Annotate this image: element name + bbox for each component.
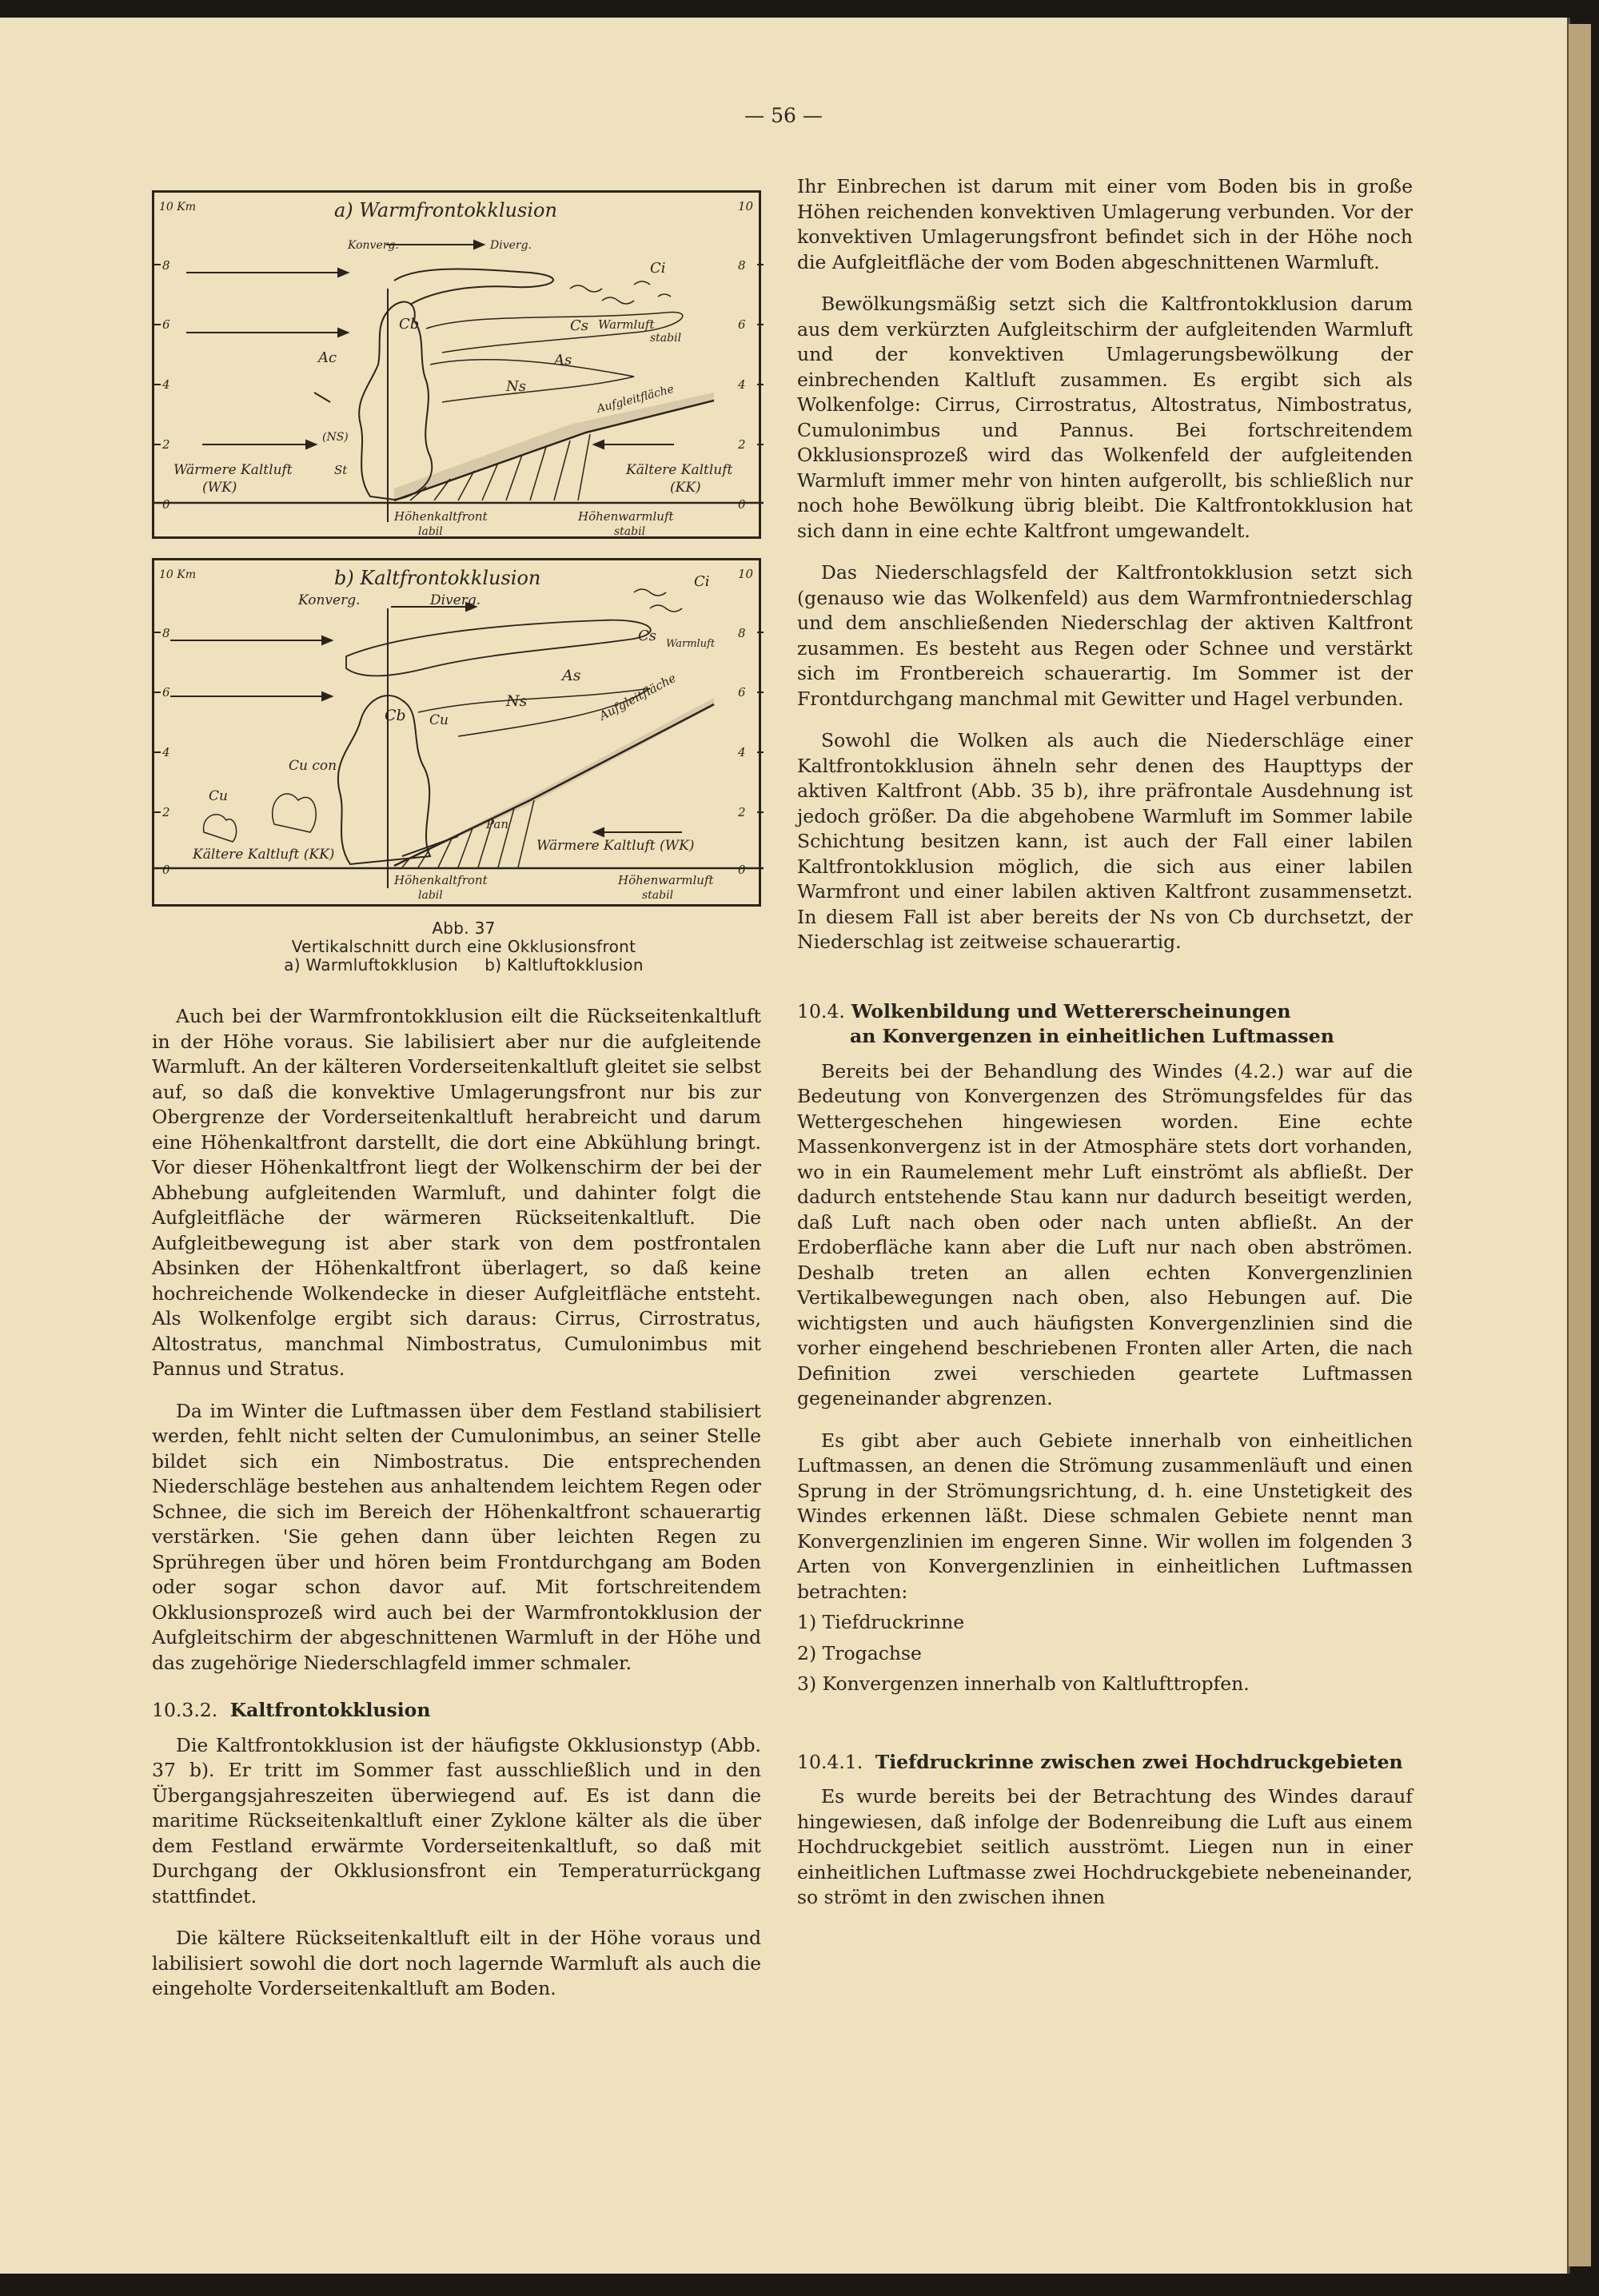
axis-left-tick: 2 xyxy=(162,805,170,819)
axis-left-tick: 6 xyxy=(162,685,170,700)
list-item: 3) Konvergenzen innerhalb von Kaltlufttropfen. xyxy=(797,1672,1250,1695)
left-column xyxy=(152,1004,761,2019)
paragraph: Die kältere Rückseitenkaltluft eilt in der Höhe voraus und labilisiert sowohl die dort noch lagernde Warmluft als auch die eingeholte Vorderseitenkaltluft am Boden. xyxy=(152,1927,761,1999)
paragraph: Auch bei der Warmfrontokklusion eilt die Rückseitenkaltluft in der Höhe voraus. Sie labilisiert aber nur die aufgleitende Warmluft. An der kälteren Vorderseitenkaltluft gleitet sie selbst auf, so daß die konvektive Umlagerungsfront nur bis zur Obergrenze der Vorderseitenkaltluft herabreicht und darum eine Höhenkaltfront darstellt, die dort eine Abkühlung bringt. Vor dieser Höhenkaltfront liegt der Wolkenschirm der bei der Abhebung aufgleitenden Warmluft, und dahinter folgt die Aufgleitfläche der wärmeren Rückseitenkaltluft. Die Aufgleitbewegung ist aber stark von dem postfrontalen Absinken der Höhenkaltfront überlagert, so daß keine hochreichende Wolkendecke in dieser Aufgleitfläche entsteht. Als Wolkenfolge ergibt sich daraus: Cirrus, Cirrostratus, Altostratus, manchmal Nimbostratus, Cumulonimbus mit Pannus und Stratus. xyxy=(152,1005,761,1380)
label-aufgleitflaeche: Aufgleitfläche xyxy=(595,382,676,416)
label-hoehenwarmluft: Höhenwarmluft xyxy=(618,873,714,887)
paragraph: Bereits bei der Behandlung des Windes (4.2.) war auf die Bedeutung von Konvergenzen des Strömungsfeldes für das Wettergeschehen hingewiesen worden. Eine echte Massenkonvergenz ist in der Atmosphäre stets dort vorhanden, wo in ein Raumelement mehr Luft einströmt als abfließt. Der dadurch entstehende Stau kann nur dadurch beseitigt werden, daß Luft nach oben oder nach unten abfließt. An der Erdoberfläche kann aber die Luft nur nach oben abströmen. Deshalb treten an allen echten Konvergenzlinien Vertikalbewegungen nach oben, also Hebungen auf. Die wichtigsten und auch häufigsten Konvergenzlinien sind die vorher eingehend beschriebenen Fronten aller Arten, die nach Definition zwei verschieden geartete Luftmassen gegeneinander abgrenzen. xyxy=(797,1059,1413,1409)
axis-right-tick: 2 xyxy=(738,437,746,452)
figure-caption xyxy=(80,919,847,975)
label-cu-small: Cu xyxy=(209,788,228,804)
figure-panel-warmfrontokklusion xyxy=(152,190,761,539)
label-cs: Cs xyxy=(570,317,589,334)
paragraph: Es wurde bereits bei der Betrachtung des Windes darauf hingewiesen, daß infolge der Bodenreibung die Luft aus einem Hochdruckgebiet seitlich ausströmt. Liegen nun in einer einheitlichen Luftmasse zwei Hochdruckgebiete nebeneinander, so strömt in den zwischen ihnen xyxy=(797,1785,1413,1908)
label-hoehenwarmluft: Höhenwarmluft xyxy=(578,509,674,524)
label-labil: labil xyxy=(418,889,443,902)
label-diverg: Diverg. xyxy=(430,592,481,608)
axis-right-tick: 0 xyxy=(738,863,746,877)
label-ns: Ns xyxy=(506,378,526,395)
label-konverg: Konverg. xyxy=(298,592,361,608)
axis-left-tick: 6 xyxy=(162,317,170,332)
figure-panel-kaltfrontokklusion xyxy=(152,558,761,907)
label-cs: Cs xyxy=(638,628,657,644)
axis-left-tick: 2 xyxy=(162,437,170,452)
paragraph: Die Kaltfrontokklusion ist der häufigste Okklusionstyp (Abb. 37 b). Er tritt im Sommer fast ausschließlich und in den Übergangsjahreszeiten überwiegend auf. Es ist dann die maritime Rückseitenkaltluft einer Zyklone kälter als die über dem Festland erwärmte Vorderseitenkaltluft, so daß mit Durchgang der Okklusionsfront ein Temperaturrückgang stattfindet. xyxy=(152,1733,761,1907)
label-ci: Ci xyxy=(650,260,666,277)
label-cb: Cb xyxy=(385,707,406,724)
label-stabil: stabil xyxy=(650,332,682,345)
label-diverg: Diverg. xyxy=(490,239,532,252)
axis-right-tick: 10 xyxy=(738,199,754,213)
paragraph: Da im Winter die Luftmassen über dem Festland stabilisiert werden, fehlt nicht selten der Cumulonimbus, an seiner Stelle bildet sich ein Nimbostratus. Die entsprechenden Niederschläge bestehen aus anhaltendem leichtem Regen oder Schnee, die sich im Bereich der Höhenkaltfront schauerartig verstärken. 'Sie gehen dann über leichten Regen zu Sprühregen über und hören beim Frontdurchgang am Boden oder sogar schon davor auf. Mit fortschreitendem Okklusionsprozeß wird auch bei der Warmfrontokklusion der Aufgleitschirm der abgeschnittenen Warmluft in der Höhe und das zugehörige Niederschlagfeld immer schmaler. xyxy=(152,1399,761,1674)
label-as: As xyxy=(562,667,581,684)
label-labil: labil xyxy=(418,525,443,538)
caption-number: Abb. 37 xyxy=(432,919,496,938)
figure-37 xyxy=(152,190,761,911)
label-ci: Ci xyxy=(694,573,710,590)
label-warmluft: Warmluft xyxy=(666,638,716,650)
label-ns-paren: (NS) xyxy=(322,431,349,444)
axis-right-tick: 8 xyxy=(738,258,746,273)
section-title-line1: Wolkenbildung und Wettererscheinungen xyxy=(851,999,1291,1022)
label-aufgleitflaeche: Aufgleitfläche xyxy=(596,670,679,723)
axis-right-tick: 4 xyxy=(738,377,746,392)
paragraph: Bewölkungsmäßig setzt sich die Kaltfrontokklusion darum aus dem verkürzten Aufgleitschirm der aufgleitenden Warmluft und der konvektiven Umlagerungsbewölkung der einbrechenden Kaltluft zusammen. Es ergibt sich als Wolkenfolge: Cirrus, Cirrostratus, Altostratus, Nimbostratus, Cumulonimbus und Pannus. Bei fortschreitendem Okklusionsprozeß wird das Wolkenfeld der aufgleitenden Warmluft immer mehr von hinten aufgerollt, bis schließlich nur noch hohe Bewölkung übrig bleibt. Die Kaltfrontokklusion hat sich dann in eine echte Kaltfront umgewandelt. xyxy=(797,293,1413,542)
label-warmluft: Warmluft xyxy=(598,317,655,332)
axis-right-tick: 10 xyxy=(738,567,754,581)
page-edge xyxy=(1569,24,1591,2266)
paragraph: Es gibt aber auch Gebiete innerhalb von einheitlichen Luftmassen, an denen die Strömung zusammenläuft und einen Sprung in der Strömungsrichtung, d. h. eine Unstetigkeit des Windes erkennen läßt. Diese schmalen Gebiete nennt man Konvergenzlinien im engeren Sinne. Wir wollen im folgenden 3 Arten von Konvergenzlinien in einheitlichen Luftmassen betrachten: xyxy=(797,1429,1413,1603)
paragraph: Ihr Einbrechen ist darum mit einer vom Boden bis in große Höhen reichenden konvektiven Umlagerung verbunden. Vor der konvektiven Umlagerungsfront befindet sich in der Höhe noch die Aufgleitfläche der vom Boden abgeschnittenen Warmluft. xyxy=(797,175,1413,273)
section-title: Kaltfrontokklusion xyxy=(229,1699,431,1721)
section-number: 10.3.2. xyxy=(152,1699,218,1721)
axis-left-tick: 8 xyxy=(162,258,170,273)
label-ns: Ns xyxy=(506,692,528,710)
label-waermere-kaltluft: Wärmere Kaltluft (WK) xyxy=(536,838,695,854)
label-cu: Cu xyxy=(429,712,449,728)
axis-left-tick: 10 Km xyxy=(159,568,196,581)
panel-a-title: a) Warmfrontokklusion xyxy=(334,199,557,221)
paragraph: Das Niederschlagsfeld der Kaltfrontokklusion setzt sich (genauso wie das Wolkenfeld) aus dem Warmfrontniederschlag und dem anschließenden Niederschlag der aktiven Kaltfront zusammen. Es besteht aus Regen oder Schnee und verstärkt sich im Frontbereich schauerartig. Im Sommer ist der Frontdurchgang manchmal mit Gewitter und Hagel verbunden. xyxy=(797,561,1413,710)
axis-right-tick: 4 xyxy=(738,745,746,759)
section-title: Tiefdruckrinne zwischen zwei Hochdruckgebieten xyxy=(875,1750,1403,1773)
axis-left-tick: 4 xyxy=(162,745,170,759)
section-title-line2: an Konvergenzen in einheitlichen Luftmassen xyxy=(850,1025,1334,1047)
panel-b-title: b) Kaltfrontokklusion xyxy=(334,567,541,589)
axis-left-tick: 4 xyxy=(162,377,170,392)
label-stabil-bottom: stabil xyxy=(642,889,674,902)
label-st: St xyxy=(334,463,348,477)
caption-subtitle: a) Warmluftokklusion b) Kaltluftokklusion xyxy=(284,955,644,975)
axis-left-tick: 10 Km xyxy=(159,201,196,213)
section-number: 10.4. xyxy=(797,999,845,1022)
axis-right-tick: 8 xyxy=(738,626,746,640)
paragraph: Sowohl die Wolken als auch die Niederschläge einer Kaltfrontokklusion ähneln sehr denen des Haupttyps der aktiven Kaltfront (Abb. 35 b), ihre präfrontale Ausdehnung ist jedoch größer. Da die abgehobene Warmluft im Sommer labile Schichtung besitzen kann, ist auch der Fall einer labilen Kaltfrontokklusion möglich, die sich aus einer labilen Warmfront und einer labilen aktiven Kaltfront zusammensetzt. In diesem Fall ist aber bereits der Ns von Cb durchsetzt, der Niederschlag ist zeitweise schauerartig. xyxy=(797,729,1413,953)
axis-right-tick: 0 xyxy=(738,497,746,512)
axis-left-tick: 8 xyxy=(162,626,170,640)
axis-right-tick: 6 xyxy=(738,317,746,332)
section-heading-10-3-2 xyxy=(152,1698,761,1724)
label-cb: Cb xyxy=(399,316,420,333)
konvergenz-list xyxy=(797,1610,1413,1697)
page-number: — 56 — xyxy=(744,104,823,127)
axis-right-tick: 2 xyxy=(738,805,746,819)
label-kaeltere-kaltluft: Kältere Kaltluft (KK) xyxy=(193,847,335,863)
section-number: 10.4.1. xyxy=(797,1750,863,1773)
label-hoehenkaltfront: Höhenkaltfront xyxy=(394,873,488,887)
list-item: 2) Trogachse xyxy=(797,1641,922,1664)
axis-left-tick: 0 xyxy=(162,863,170,877)
label-waermere-kaltluft: Wärmere Kaltluft xyxy=(173,462,293,478)
label-hoehenkaltfront: Höhenkaltfront xyxy=(394,509,488,524)
label-cu-con: Cu con xyxy=(289,758,337,774)
label-wk: (WK) xyxy=(202,480,237,496)
label-pan: Pan xyxy=(486,817,509,831)
list-item: 1) Tiefdruckrinne xyxy=(797,1611,965,1633)
caption-title: Vertikalschnitt durch eine Okklusionsfront xyxy=(291,937,636,956)
label-ac: Ac xyxy=(318,349,337,366)
label-konverg: Konverg. xyxy=(348,239,399,252)
label-stabil-bottom: stabil xyxy=(614,525,646,538)
label-as: As xyxy=(554,352,572,369)
axis-left-tick: 0 xyxy=(162,497,170,512)
section-heading-10-4 xyxy=(797,999,1413,1050)
label-kaeltere-kaltluft: Kältere Kaltluft xyxy=(626,462,733,478)
axis-right-tick: 6 xyxy=(738,685,746,700)
label-kk: (KK) xyxy=(670,480,701,496)
section-heading-10-4-1 xyxy=(797,1750,1413,1776)
right-column xyxy=(797,174,1413,1927)
